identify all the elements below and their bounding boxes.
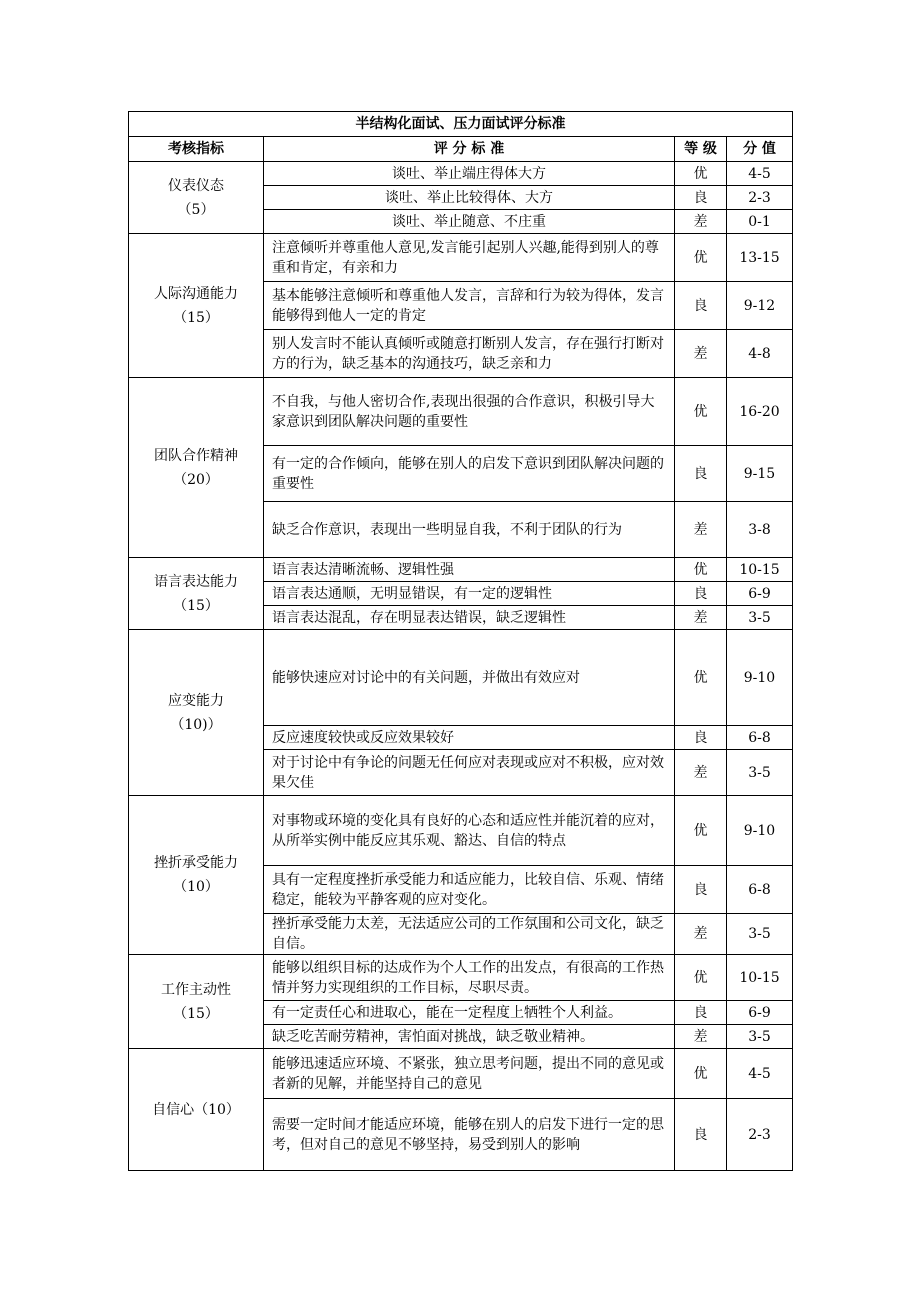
table-row [129,162,793,186]
score-cell: 9-12 [727,282,793,330]
criterion-text: 能够迅速适应环境、不紧张，独立思考问题，提出不同的意见或者新的见解，并能坚持自己的意见 [264,1049,675,1099]
score-cell: 3-5 [727,750,793,796]
grade-cell: 差 [675,330,727,378]
grade-cell: 良 [675,1001,727,1025]
header-indicator: 考核指标 [129,137,264,162]
score-cell: 13-15 [727,234,793,282]
table-row [129,630,793,726]
criterion-text: 谈吐、举止端庄得体大方 [264,162,675,186]
criterion-text: 语言表达清晰流畅、逻辑性强 [264,558,675,582]
indicator-name: 语言表达能力 [154,573,238,590]
criterion-text: 能够以组织目标的达成作为个人工作的出发点，有很高的工作热情并努力实现组织的工作目标，尽职尽责。 [264,955,675,1001]
indicator-cell [129,796,264,955]
grade-cell: 优 [675,630,727,726]
grade-cell: 良 [675,446,727,502]
score-cell: 6-9 [727,582,793,606]
indicator-cell [129,630,264,796]
grade-cell: 良 [675,186,727,210]
indicator-cell [129,1049,264,1171]
table-row [129,955,793,1001]
score-cell: 10-15 [727,558,793,582]
criterion-text: 不自我，与他人密切合作,表现出很强的合作意识，积极引导大家意识到团队解决问题的重要性 [264,378,675,446]
grade-cell: 差 [675,502,727,558]
grade-cell: 良 [675,582,727,606]
header-standard: 评 分 标 准 [264,137,675,162]
score-cell: 9-15 [727,446,793,502]
criterion-text: 注意倾听并尊重他人意见,发言能引起别人兴趣,能得到别人的尊重和肯定，有亲和力 [264,234,675,282]
criterion-text: 缺乏吃苦耐劳精神，害怕面对挑战，缺乏敬业精神。 [264,1025,675,1049]
header-score: 分 值 [727,137,793,162]
criterion-text: 基本能够注意倾听和尊重他人发言，言辞和行为较为得体，发言能够得到他人一定的肯定 [264,282,675,330]
indicator-cell [129,558,264,630]
indicator-name: 挫折承受能力 [154,855,238,871]
criterion-text: 缺乏合作意识，表现出一些明显自我，不利于团队的行为 [264,502,675,558]
indicator-name: 人际沟通能力 [154,285,238,302]
indicator-name: 仪表仪态 [168,177,224,194]
indicator-cell [129,955,264,1049]
table-row [129,378,793,446]
grade-cell: 优 [675,1049,727,1099]
criterion-text: 有一定责任心和进取心，能在一定程度上牺牲个人利益。 [264,1001,675,1025]
grade-cell: 优 [675,162,727,186]
criterion-text: 有一定的合作倾向，能够在别人的启发下意识到团队解决问题的重要性 [264,446,675,502]
score-cell: 4-5 [727,1049,793,1099]
table-title: 半结构化面试、压力面试评分标准 [129,112,793,137]
grade-cell: 良 [675,1099,727,1171]
score-cell: 2-3 [727,186,793,210]
indicator-cell [129,234,264,378]
indicator-cell [129,378,264,558]
grade-cell: 差 [675,1025,727,1049]
indicator-name: 团队合作精神 [154,447,238,464]
indicator-weight: （15） [173,597,219,614]
grade-cell: 优 [675,955,727,1001]
score-cell: 6-9 [727,1001,793,1025]
criterion-text: 反应速度较快或反应效果较好 [264,726,675,750]
grade-cell: 优 [675,378,727,446]
score-cell: 2-3 [727,1099,793,1171]
score-cell: 6-8 [727,726,793,750]
criterion-text: 需要一定时间才能适应环境，能够在别人的启发下进行一定的思考，但对自己的意见不够坚持，易受到别人的影响 [264,1099,675,1171]
score-cell: 10-15 [727,955,793,1001]
criterion-text: 挫折承受能力太差，无法适应公司的工作氛围和公司文化，缺乏自信。 [264,914,675,955]
grade-cell: 优 [675,796,727,866]
score-cell: 3-5 [727,1025,793,1049]
table-row [129,558,793,582]
indicator-name: 应变能力 [168,692,224,709]
criterion-text: 对于讨论中有争论的问题无任何应对表现或应对不积极，应对效果欠佳 [264,750,675,796]
score-cell: 16-20 [727,378,793,446]
header-grade: 等 级 [675,137,727,162]
grade-cell: 优 [675,234,727,282]
scoring-table [128,111,793,1171]
indicator-cell [129,162,264,234]
criterion-text: 语言表达通顺，无明显错误，有一定的逻辑性 [264,582,675,606]
grade-cell: 差 [675,914,727,955]
score-cell: 3-5 [727,606,793,630]
criterion-text: 具有一定程度挫折承受能力和适应能力，比较自信、乐观、情绪稳定，能较为平静客观的应对变化。 [264,866,675,914]
score-cell: 6-8 [727,866,793,914]
grade-cell: 良 [675,726,727,750]
grade-cell: 差 [675,210,727,234]
indicator-name: 自信心（10） [152,1101,240,1118]
score-cell: 0-1 [727,210,793,234]
criterion-text: 谈吐、举止比较得体、大方 [264,186,675,210]
grade-cell: 差 [675,750,727,796]
indicator-name: 工作主动性 [161,981,231,998]
indicator-weight: （10)） [170,716,222,733]
indicator-weight: （10） [173,879,219,895]
grade-cell: 良 [675,282,727,330]
indicator-weight: （5） [177,201,215,218]
score-cell: 9-10 [727,796,793,866]
grade-cell: 优 [675,558,727,582]
indicator-weight: （15） [173,309,219,326]
table-row [129,1049,793,1099]
score-cell: 3-8 [727,502,793,558]
criterion-text: 别人发言时不能认真倾听或随意打断别人发言，存在强行打断对方的行为，缺乏基本的沟通技巧，缺乏亲和力 [264,330,675,378]
table-row [129,234,793,282]
criterion-text: 谈吐、举止随意、不庄重 [264,210,675,234]
score-cell: 4-8 [727,330,793,378]
indicator-weight: （20） [173,471,219,488]
score-cell: 4-5 [727,162,793,186]
indicator-weight: （15） [173,1005,219,1022]
table-row [129,796,793,866]
grade-cell: 良 [675,866,727,914]
grade-cell: 差 [675,606,727,630]
criterion-text: 语言表达混乱，存在明显表达错误，缺乏逻辑性 [264,606,675,630]
criterion-text: 能够快速应对讨论中的有关问题，并做出有效应对 [264,630,675,726]
criterion-text: 对事物或环境的变化具有良好的心态和适应性并能沉着的应对，从所举实例中能反应其乐观、豁达、自信的特点 [264,796,675,866]
score-cell: 9-10 [727,630,793,726]
score-cell: 3-5 [727,914,793,955]
